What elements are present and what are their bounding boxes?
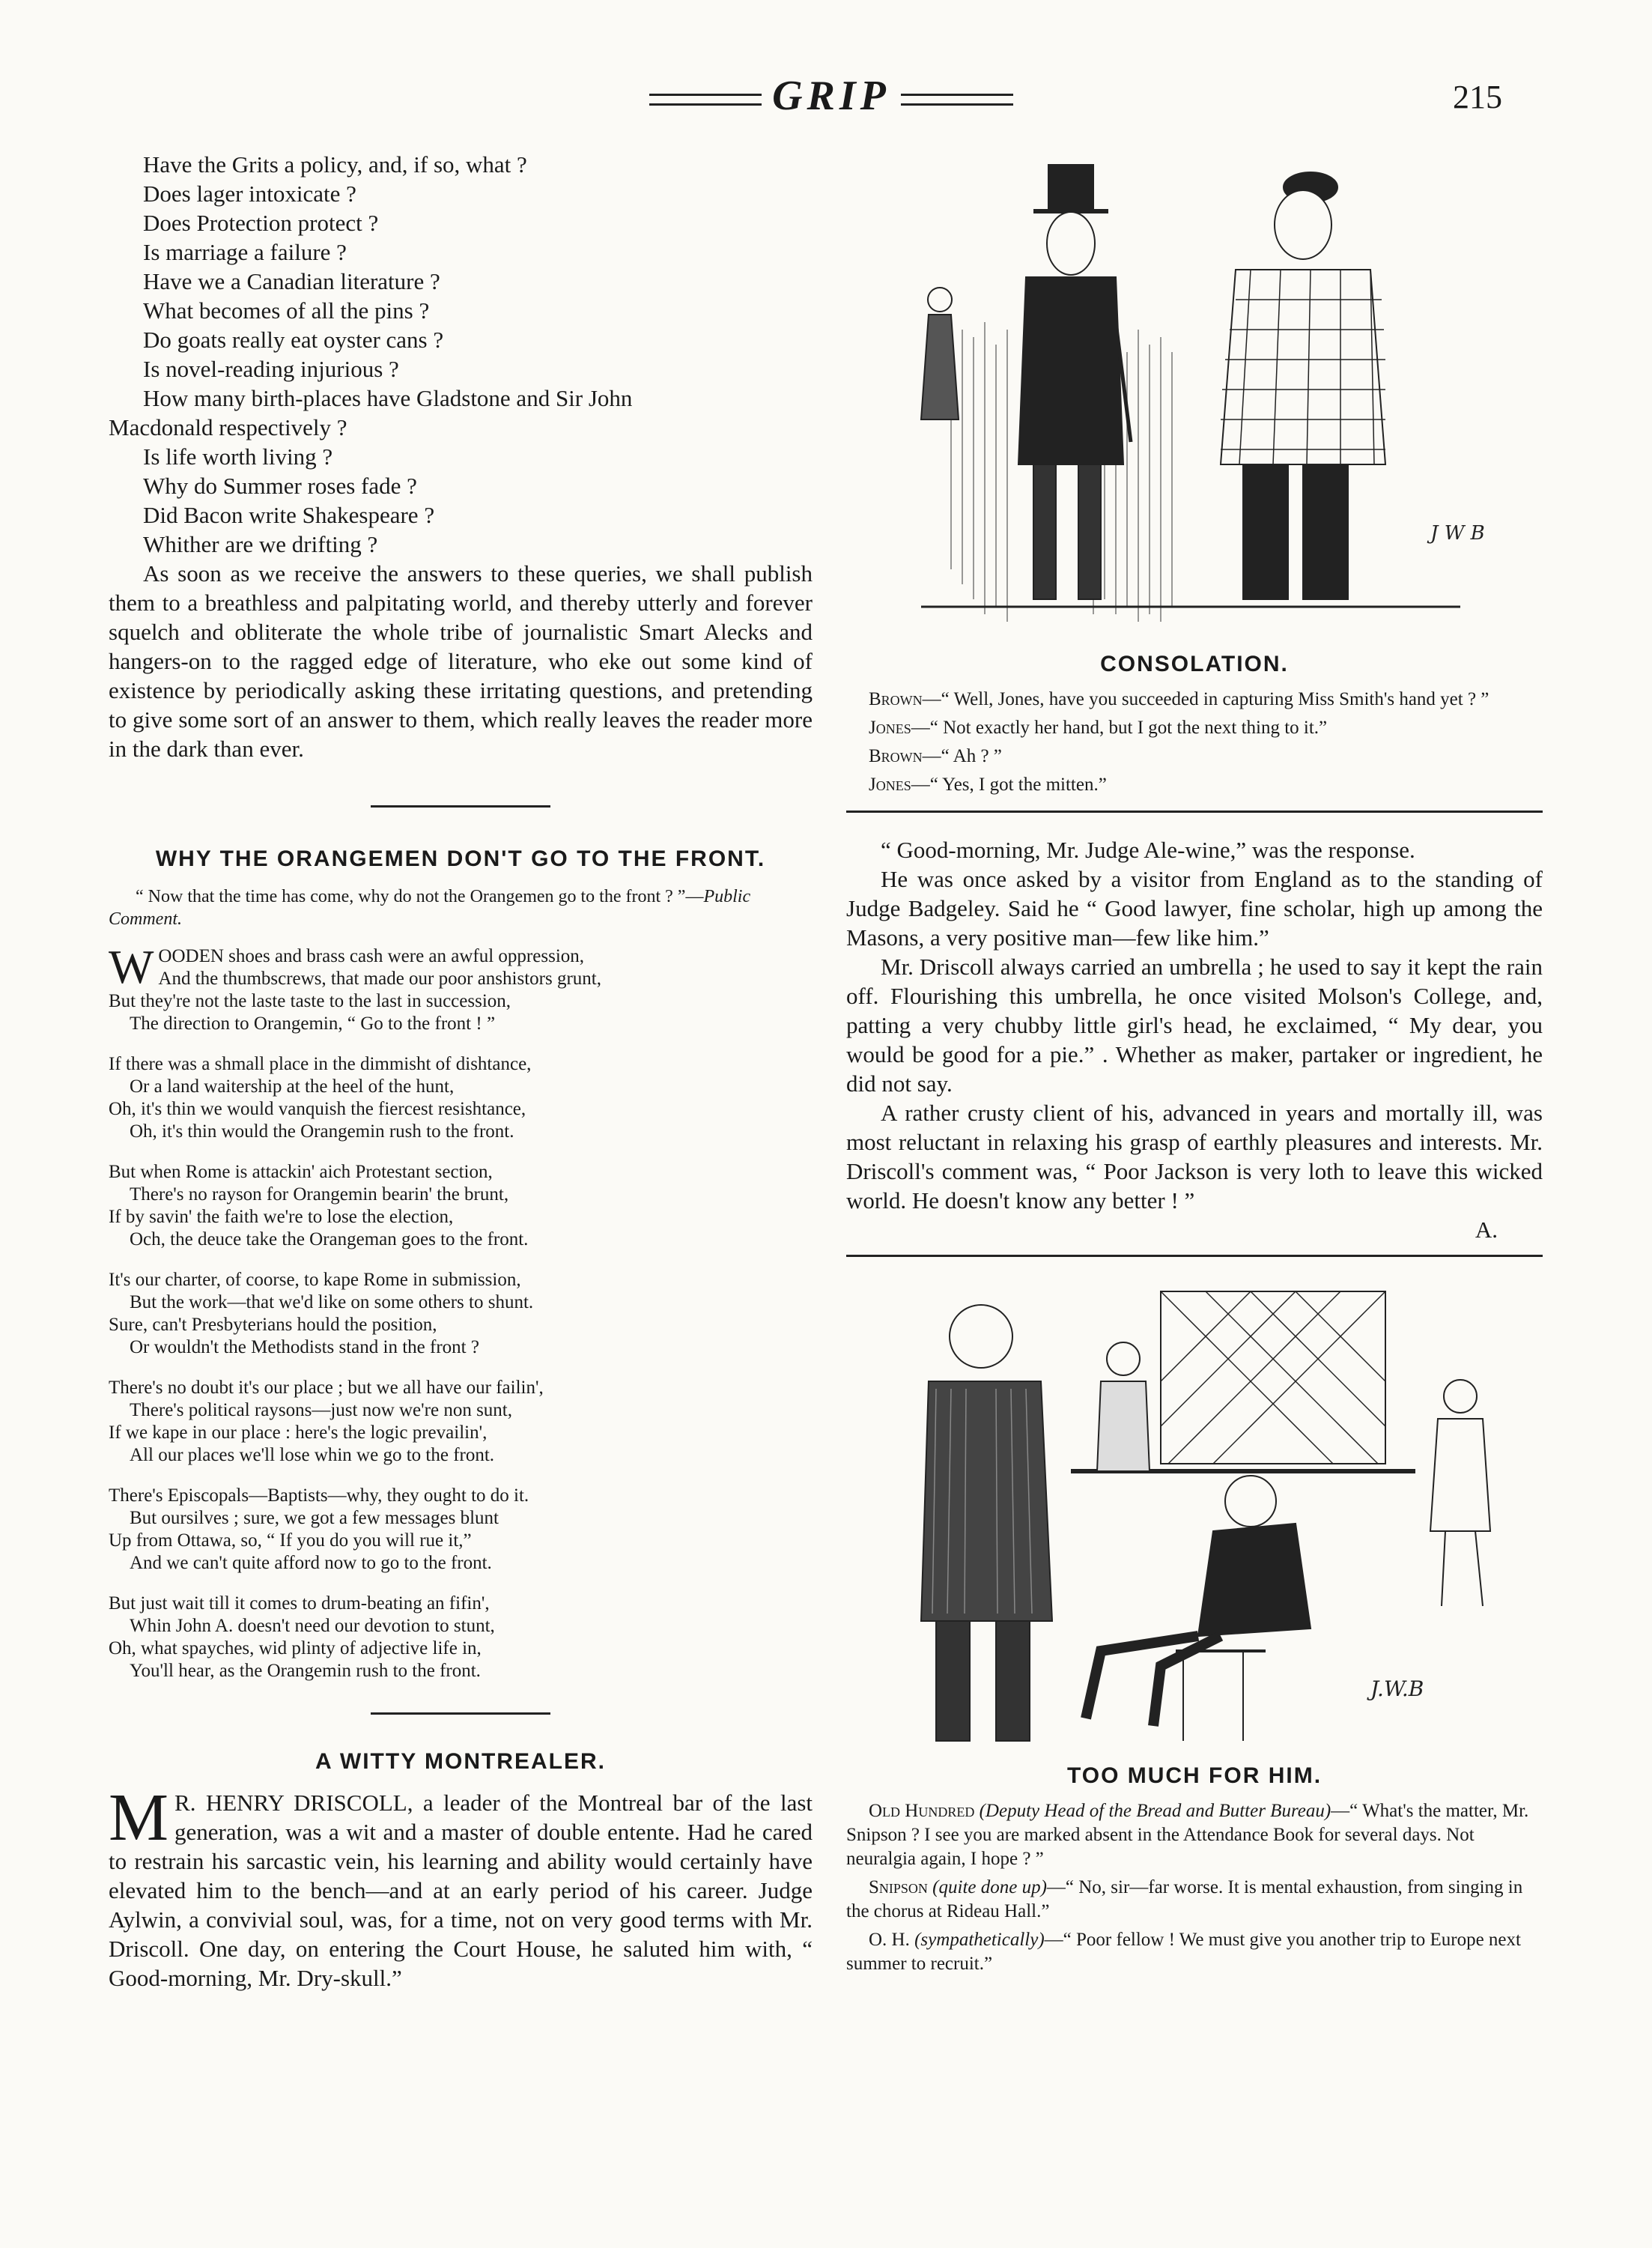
question-line: Does Protection protect ? [143, 210, 379, 236]
poem-drop-cap: W [109, 940, 154, 993]
montrealer-drop-cap: M [109, 1781, 169, 1855]
dialog-text: —“ No, sir—far worse. It is mental exhaustion, from singing in the chorus at Rideau Hall.” [846, 1877, 1523, 1921]
poem-line: All our places we'll lose whin we go to the front. [130, 1445, 495, 1465]
poem-line: If by savin' the faith we're to lose the election, [109, 1207, 454, 1227]
poem-line: Or wouldn't the Methodists stand in the front ? [130, 1337, 479, 1357]
page-header [0, 72, 1652, 117]
right-column [846, 150, 1543, 1981]
montrealer-paragraph: Mr. Driscoll always carried an umbrella ; he used to say it kept the rain off. Flourishing this umbrella, he once visited Molson's College, and, patting a very chubby little girl's head, he exclaimed, “ My dear, you would be good for a pie.” . Whether as maker, partaker or ingredient, he did not say. [846, 954, 1543, 1097]
poem-line: Oh, it's thin would the Orangemin rush to the front. [130, 1121, 514, 1142]
poem-line: Up from Ottawa, so, “ If you do you will rue it,” [109, 1530, 472, 1551]
poem-line: There's political raysons—just now we're non sunt, [130, 1400, 512, 1420]
speaker-name: Jones [869, 718, 911, 738]
dialog-text: —“ Well, Jones, have you succeeded in capturing Miss Smith's hand yet ? ” [922, 689, 1489, 709]
poem-line: But the work—that we'd like on some others to shunt. [130, 1292, 534, 1312]
montrealer-paragraph [109, 1781, 813, 1993]
poem-stanza [109, 1485, 813, 1575]
question-line: Does lager intoxicate ? [143, 181, 356, 207]
question-line: Have the Grits a policy, and, if so, what ? [143, 151, 527, 178]
question-line: Have we a Canadian literature ? [143, 268, 440, 294]
question-line: Macdonald respectively ? [109, 414, 347, 440]
poem-line: If there was a shmall place in the dimmisht of dishtance, [109, 1054, 532, 1074]
consolation-illustration [846, 150, 1543, 644]
poem-stanza [109, 1269, 813, 1359]
left-column [109, 150, 813, 1993]
poem-line: Whin John A. doesn't need our devotion to stunt, [130, 1616, 495, 1636]
too-much-line [846, 1799, 1543, 1871]
questions-list [109, 150, 813, 559]
consolation-line [846, 773, 1543, 797]
consolation-drawing [846, 150, 1543, 644]
masthead-rule-right [901, 94, 1013, 106]
question-line: What becomes of all the pins ? [143, 297, 430, 324]
montrealer-paragraph: “ Good-morning, Mr. Judge Ale-wine,” was the response. [881, 837, 1415, 863]
question-line: Whither are we drifting ? [143, 531, 378, 557]
consolation-line [846, 716, 1543, 740]
consolation-title: CONSOLATION. [1100, 652, 1289, 676]
poem-line: And we can't quite afford now to go to the front. [130, 1553, 492, 1573]
poem-stanza [109, 1377, 813, 1467]
section-divider [846, 1255, 1543, 1257]
poem-line: But just wait till it comes to drum-beating an fifin', [109, 1593, 490, 1614]
too-much-title: TOO MUCH FOR HIM. [1066, 1763, 1322, 1788]
questions-closing-paragraph: As soon as we receive the answers to these queries, we shall publish them to a breathless and palpitating world, and thereby utterly and forever squelch and obliterate the whole tribe of journalistic Smart Alecks and hangers-on to the ragged edge of literature, who eke out some kind of existence by periodically asking these irritating questions, and pretending to give some sort of an answer to them, which really leaves the reader more in the dark than ever. [109, 560, 813, 762]
masthead-rule-left [649, 94, 762, 106]
too-much-line [846, 1928, 1543, 1976]
too-much-artist-mark: J.W.B [1370, 1676, 1424, 1701]
poem-line: Oh, it's thin we would vanquish the fiercest resishtance, [109, 1099, 526, 1119]
poem-line: The direction to Orangemin, “ Go to the front ! ” [130, 1014, 496, 1034]
question-line: Is novel-reading injurious ? [143, 356, 399, 382]
poem-line: There's no doubt it's our place ; but we all have our failin', [109, 1378, 544, 1398]
poem-line: But oursilves ; sure, we got a few messages blunt [130, 1508, 499, 1528]
poem-line: Sure, can't Presbyterians hould the position, [109, 1315, 437, 1335]
too-much-line [846, 1876, 1543, 1924]
speaker-name: Snipson [869, 1877, 928, 1897]
speaker-note: (sympathetically) [914, 1930, 1045, 1950]
orangemen-epigraph [109, 885, 813, 930]
poem-line: If we kape in our place : here's the logic prevailin', [109, 1423, 488, 1443]
poem-line: Oh, what spayches, wid plinty of adjective life in, [109, 1638, 482, 1658]
montrealer-paragraph-text: R. HENRY DRISCOLL, a leader of the Montreal bar of the last generation, was a wit and a master of double entente. Had he cared to restrain his sarcastic vein, his learning and ability would certainly have elevated him to the bench—and at an early period of his career. Judge Aylwin, a convivial soul, was, for a time, not on very good terms with Mr. Driscoll. One day, on entering the Court House, he saluted him with, “ Good-morning, Mr. Dry-skull.” [109, 1790, 813, 1991]
poem-line: It's our charter, of coorse, to kape Rome in submission, [109, 1270, 521, 1290]
poem-line: Och, the deuce take the Orangeman goes to the front. [130, 1229, 529, 1249]
poem-line: You'll hear, as the Orangemin rush to the front. [130, 1661, 481, 1681]
speaker-note: (Deputy Head of the Bread and Butter Bureau) [979, 1801, 1331, 1821]
poem-stanza [109, 940, 813, 1035]
orangemen-title: WHY THE ORANGEMEN DON'T GO TO THE FRONT. [155, 846, 766, 871]
speaker-name: O. H. [869, 1930, 910, 1950]
question-line: Why do Summer roses fade ? [143, 473, 417, 499]
poem-stanza [109, 1053, 813, 1143]
masthead-title: GRIP [772, 73, 890, 119]
consolation-line [846, 745, 1543, 769]
question-line: How many birth-places have Gladstone and Sir John [143, 385, 633, 411]
poem-line: There's no rayson for Orangemin bearin' the brunt, [130, 1184, 509, 1205]
section-divider [846, 811, 1543, 813]
too-much-drawing [846, 1276, 1543, 1756]
poem-line: And the thumbscrews, that made our poor anshistors grunt, [158, 969, 601, 989]
too-much-illustration [846, 1276, 1543, 1756]
question-line: Did Bacon write Shakespeare ? [143, 502, 435, 528]
poem-line: But when Rome is attackin' aich Protestant section, [109, 1162, 493, 1182]
dialog-text: —“ Yes, I got the mitten.” [911, 775, 1107, 795]
section-divider [371, 1712, 550, 1715]
poem-line: Or a land waitership at the heel of the hunt, [130, 1076, 455, 1097]
question-line: Do goats really eat oyster cans ? [143, 327, 444, 353]
question-line: Is life worth living ? [143, 443, 333, 470]
speaker-note: (quite done up) [932, 1877, 1047, 1897]
poem-stanza [109, 1161, 813, 1251]
montrealer-paragraph: A rather crusty client of his, advanced in years and mortally ill, was most reluctant in relaxing his grasp of earthly pleasures and interests. Mr. Driscoll's comment was, “ Poor Jackson is very loth to leave this wicked world. He doesn't know any better ! ” [846, 1100, 1543, 1214]
question-line: Is marriage a failure ? [143, 239, 347, 265]
dialog-text: —“ What's the matter, Mr. Snipson ? I see you are marked absent in the Attendance Book for several days. Not neuralgia again, I hope ? ” [846, 1801, 1529, 1869]
montrealer-title: A WITTY MONTREALER. [315, 1749, 606, 1774]
epigraph-source: Public Comment. [109, 887, 751, 929]
dialog-text: —“ Not exactly her hand, but I got the next thing to it.” [911, 718, 1328, 738]
consolation-artist-mark: J W B [1430, 522, 1485, 545]
masthead [592, 72, 1071, 120]
speaker-name: Old Hundred [869, 1801, 975, 1821]
montrealer-paragraph: He was once asked by a visitor from England as to the standing of Judge Badgeley. Said he “ Good lawyer, fine scholar, high up among the Masons, a very positive man—few like him.” [846, 866, 1543, 951]
poem-stanza [109, 1593, 813, 1682]
dialog-text: —“ Ah ? ” [922, 746, 1002, 766]
section-divider [371, 805, 550, 808]
page-number: 215 [1453, 79, 1502, 115]
poem-line: But they're not the laste taste to the last in succession, [109, 991, 511, 1011]
speaker-name: Jones [869, 775, 911, 795]
speaker-name: Brown [869, 746, 923, 766]
epigraph-text: “ Now that the time has come, why do not the Orangemen go to the front ? ”— [136, 887, 704, 906]
speaker-name: Brown [869, 689, 923, 709]
poem-line: There's Episcopals—Baptists—why, they ought to do it. [109, 1485, 529, 1506]
montrealer-signature: A. [1475, 1217, 1498, 1243]
poem-line: OODEN shoes and brass cash were an awful oppression, [158, 946, 585, 966]
consolation-line [846, 688, 1543, 712]
dialog-text: —“ Poor fellow ! We must give you another trip to Europe next summer to recruit.” [846, 1930, 1521, 1974]
